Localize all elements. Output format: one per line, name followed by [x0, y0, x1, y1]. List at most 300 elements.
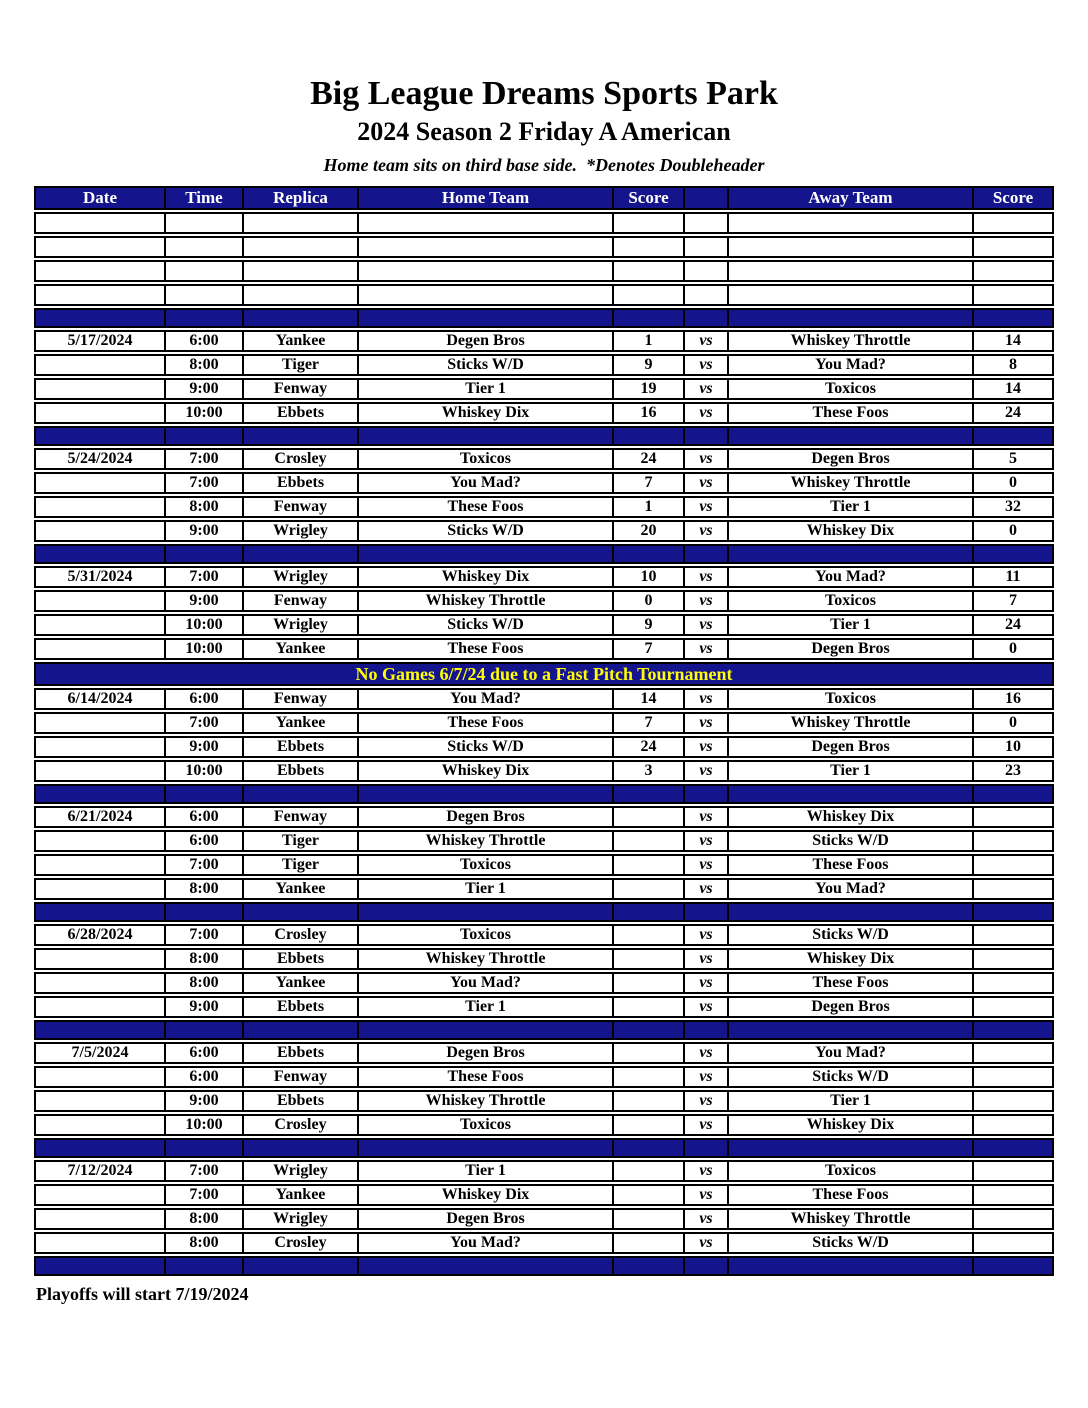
separator-cell [164, 902, 242, 922]
empty-cell [242, 260, 357, 282]
separator-cell [683, 902, 727, 922]
time-cell: 7:00 [164, 472, 242, 494]
game-row [34, 712, 1054, 734]
replica-cell: Fenway [242, 496, 357, 518]
time-cell: 6:00 [164, 806, 242, 828]
away-score-cell: 24 [972, 402, 1054, 424]
home-score-cell: 10 [612, 566, 683, 588]
time-cell: 8:00 [164, 496, 242, 518]
date-cell [34, 948, 164, 970]
separator-row [34, 308, 1054, 328]
away-score-cell: 14 [972, 378, 1054, 400]
home-team-cell: Degen Bros [357, 806, 612, 828]
away-score-cell [972, 1114, 1054, 1136]
away-score-cell [972, 1160, 1054, 1182]
home-score-cell [612, 924, 683, 946]
away-team-cell: Degen Bros [727, 736, 972, 758]
vs-cell: vs [683, 402, 727, 424]
col-header-time: Time [164, 186, 242, 210]
separator-cell [727, 308, 972, 328]
vs-cell: vs [683, 736, 727, 758]
game-row [34, 638, 1054, 660]
home-team-cell: Whiskey Dix [357, 1184, 612, 1206]
empty-cell [683, 212, 727, 234]
no-games-notice-row [34, 662, 1054, 686]
home-team-cell: Whiskey Throttle [357, 1090, 612, 1112]
separator-cell [683, 784, 727, 804]
separator-cell [242, 544, 357, 564]
replica-cell: Fenway [242, 806, 357, 828]
date-cell [34, 1090, 164, 1112]
separator-cell [357, 426, 612, 446]
away-team-cell: These Foos [727, 854, 972, 876]
time-cell: 9:00 [164, 590, 242, 612]
home-score-cell [612, 1208, 683, 1230]
vs-cell: vs [683, 688, 727, 710]
time-cell: 8:00 [164, 972, 242, 994]
separator-cell [34, 544, 164, 564]
home-team-cell: Toxicos [357, 924, 612, 946]
separator-cell [727, 1256, 972, 1276]
separator-cell [164, 1020, 242, 1040]
separator-row [34, 1256, 1054, 1276]
time-cell: 8:00 [164, 948, 242, 970]
empty-cell [727, 260, 972, 282]
empty-cell [164, 212, 242, 234]
vs-cell: vs [683, 378, 727, 400]
vs-cell: vs [683, 1232, 727, 1254]
separator-cell [164, 784, 242, 804]
game-row [34, 402, 1054, 424]
away-score-cell [972, 1090, 1054, 1112]
empty-cell [164, 236, 242, 258]
vs-cell: vs [683, 354, 727, 376]
empty-cell [34, 212, 164, 234]
game-row [34, 1208, 1054, 1230]
home-team-cell: Sticks W/D [357, 736, 612, 758]
home-team-cell: You Mad? [357, 972, 612, 994]
vs-cell: vs [683, 590, 727, 612]
empty-cell [242, 212, 357, 234]
replica-cell: Ebbets [242, 760, 357, 782]
away-score-cell: 0 [972, 712, 1054, 734]
date-cell [34, 378, 164, 400]
home-team-cell: Whiskey Dix [357, 566, 612, 588]
vs-cell: vs [683, 614, 727, 636]
vs-cell: vs [683, 472, 727, 494]
time-cell: 6:00 [164, 330, 242, 352]
col-header-date: Date [34, 186, 164, 210]
vs-cell: vs [683, 638, 727, 660]
date-cell: 6/21/2024 [34, 806, 164, 828]
home-score-cell: 14 [612, 688, 683, 710]
replica-cell: Ebbets [242, 996, 357, 1018]
home-team-cell: Tier 1 [357, 996, 612, 1018]
season-subtitle: 2024 Season 2 Friday A American [357, 116, 731, 146]
away-team-cell: Degen Bros [727, 448, 972, 470]
away-score-cell: 14 [972, 330, 1054, 352]
empty-cell [972, 284, 1054, 306]
time-cell: 9:00 [164, 1090, 242, 1112]
away-team-cell: Sticks W/D [727, 830, 972, 852]
replica-cell: Ebbets [242, 948, 357, 970]
col-header-home-team: Home Team [357, 186, 612, 210]
empty-cell [357, 260, 612, 282]
separator-cell [727, 1138, 972, 1158]
time-cell: 8:00 [164, 1208, 242, 1230]
away-team-cell: You Mad? [727, 566, 972, 588]
separator-cell [683, 426, 727, 446]
separator-cell [727, 544, 972, 564]
away-score-cell [972, 924, 1054, 946]
away-team-cell: You Mad? [727, 1042, 972, 1064]
vs-cell: vs [683, 520, 727, 542]
home-score-cell: 24 [612, 736, 683, 758]
separator-row [34, 902, 1054, 922]
game-row [34, 378, 1054, 400]
empty-cell [164, 260, 242, 282]
vs-cell: vs [683, 1208, 727, 1230]
separator-cell [34, 1256, 164, 1276]
game-row [34, 1090, 1054, 1112]
home-team-cell: Degen Bros [357, 330, 612, 352]
home-score-cell [612, 878, 683, 900]
away-score-cell [972, 830, 1054, 852]
date-cell [34, 472, 164, 494]
game-row [34, 614, 1054, 636]
away-team-cell: Whiskey Dix [727, 520, 972, 542]
empty-cell [972, 236, 1054, 258]
vs-cell: vs [683, 566, 727, 588]
date-cell [34, 590, 164, 612]
date-cell: 7/12/2024 [34, 1160, 164, 1182]
separator-cell [612, 426, 683, 446]
col-header-score: Score [972, 186, 1054, 210]
date-cell [34, 520, 164, 542]
separator-cell [972, 544, 1054, 564]
home-team-cell: Tier 1 [357, 378, 612, 400]
away-score-cell: 5 [972, 448, 1054, 470]
vs-cell: vs [683, 1160, 727, 1182]
home-team-cell: Sticks W/D [357, 354, 612, 376]
separator-cell [612, 784, 683, 804]
away-team-cell: Whiskey Throttle [727, 712, 972, 734]
away-team-cell: Tier 1 [727, 496, 972, 518]
table-header-row [34, 186, 1054, 210]
home-team-cell: Whiskey Dix [357, 402, 612, 424]
game-row [34, 760, 1054, 782]
empty-cell [34, 284, 164, 306]
separator-cell [972, 1138, 1054, 1158]
away-score-cell [972, 854, 1054, 876]
separator-cell [34, 1138, 164, 1158]
separator-cell [164, 544, 242, 564]
time-cell: 6:00 [164, 1066, 242, 1088]
separator-cell [242, 426, 357, 446]
separator-row [34, 544, 1054, 564]
vs-cell: vs [683, 924, 727, 946]
replica-cell: Wrigley [242, 1160, 357, 1182]
home-score-cell [612, 972, 683, 994]
game-row [34, 496, 1054, 518]
game-row [34, 830, 1054, 852]
date-cell [34, 996, 164, 1018]
home-score-cell [612, 948, 683, 970]
empty-cell [357, 284, 612, 306]
time-cell: 10:00 [164, 760, 242, 782]
date-cell: 6/28/2024 [34, 924, 164, 946]
date-cell [34, 496, 164, 518]
separator-cell [972, 1256, 1054, 1276]
game-row [34, 688, 1054, 710]
away-team-cell: Whiskey Throttle [727, 1208, 972, 1230]
separator-cell [972, 1020, 1054, 1040]
game-row [34, 972, 1054, 994]
date-cell [34, 760, 164, 782]
away-score-cell [972, 972, 1054, 994]
home-team-cell: You Mad? [357, 1232, 612, 1254]
separator-cell [357, 308, 612, 328]
replica-cell: Crosley [242, 448, 357, 470]
separator-cell [357, 1020, 612, 1040]
away-score-cell [972, 1184, 1054, 1206]
time-cell: 10:00 [164, 614, 242, 636]
replica-cell: Crosley [242, 924, 357, 946]
empty-row [34, 212, 1054, 234]
replica-cell: Wrigley [242, 614, 357, 636]
empty-cell [727, 212, 972, 234]
time-cell: 7:00 [164, 566, 242, 588]
date-cell [34, 638, 164, 660]
home-team-cell: Toxicos [357, 1114, 612, 1136]
home-score-cell: 7 [612, 638, 683, 660]
vs-cell: vs [683, 1066, 727, 1088]
home-team-cell: Whiskey Dix [357, 760, 612, 782]
time-cell: 8:00 [164, 1232, 242, 1254]
home-score-cell: 9 [612, 354, 683, 376]
separator-cell [612, 1138, 683, 1158]
date-cell [34, 1208, 164, 1230]
vs-cell: vs [683, 1114, 727, 1136]
vs-cell: vs [683, 996, 727, 1018]
date-cell: 5/24/2024 [34, 448, 164, 470]
empty-row [34, 284, 1054, 306]
separator-cell [242, 1020, 357, 1040]
away-team-cell: Degen Bros [727, 996, 972, 1018]
replica-cell: Wrigley [242, 566, 357, 588]
separator-row [34, 1020, 1054, 1040]
away-team-cell: Toxicos [727, 378, 972, 400]
home-score-cell [612, 830, 683, 852]
separator-cell [34, 308, 164, 328]
game-row [34, 878, 1054, 900]
replica-cell: Ebbets [242, 402, 357, 424]
home-team-cell: You Mad? [357, 472, 612, 494]
home-team-cell: Sticks W/D [357, 520, 612, 542]
page-title: Big League Dreams Sports Park [310, 75, 778, 112]
away-team-cell: Tier 1 [727, 1090, 972, 1112]
game-row [34, 736, 1054, 758]
date-cell [34, 712, 164, 734]
home-score-cell [612, 1114, 683, 1136]
game-row [34, 1232, 1054, 1254]
home-team-cell: Tier 1 [357, 878, 612, 900]
home-score-cell [612, 1232, 683, 1254]
time-cell: 10:00 [164, 402, 242, 424]
date-cell [34, 830, 164, 852]
replica-cell: Fenway [242, 1066, 357, 1088]
home-score-cell: 20 [612, 520, 683, 542]
game-row [34, 354, 1054, 376]
home-team-cell: These Foos [357, 1066, 612, 1088]
replica-cell: Tiger [242, 354, 357, 376]
separator-cell [357, 784, 612, 804]
separator-cell [683, 308, 727, 328]
separator-cell [34, 426, 164, 446]
time-cell: 7:00 [164, 1160, 242, 1182]
away-score-cell: 10 [972, 736, 1054, 758]
time-cell: 6:00 [164, 688, 242, 710]
away-team-cell: Toxicos [727, 688, 972, 710]
home-score-cell: 0 [612, 590, 683, 612]
empty-cell [972, 212, 1054, 234]
away-score-cell [972, 878, 1054, 900]
replica-cell: Fenway [242, 378, 357, 400]
away-score-cell [972, 1066, 1054, 1088]
time-cell: 6:00 [164, 830, 242, 852]
date-cell [34, 614, 164, 636]
separator-cell [242, 308, 357, 328]
vs-cell: vs [683, 712, 727, 734]
empty-cell [727, 284, 972, 306]
vs-cell: vs [683, 948, 727, 970]
home-team-note: Home team sits on third base side. *Denotes Doubleheader [323, 154, 765, 175]
col-header-vs [683, 186, 727, 210]
separator-cell [242, 1138, 357, 1158]
vs-cell: vs [683, 854, 727, 876]
date-cell [34, 1114, 164, 1136]
replica-cell: Yankee [242, 1184, 357, 1206]
home-score-cell: 24 [612, 448, 683, 470]
separator-cell [972, 308, 1054, 328]
separator-cell [34, 784, 164, 804]
home-score-cell [612, 1184, 683, 1206]
away-team-cell: Sticks W/D [727, 924, 972, 946]
home-team-cell: Toxicos [357, 448, 612, 470]
col-header-replica: Replica [242, 186, 357, 210]
away-team-cell: Whiskey Dix [727, 806, 972, 828]
replica-cell: Ebbets [242, 1042, 357, 1064]
home-team-cell: These Foos [357, 712, 612, 734]
time-cell: 6:00 [164, 1042, 242, 1064]
home-score-cell: 1 [612, 496, 683, 518]
game-row [34, 472, 1054, 494]
home-team-cell: These Foos [357, 638, 612, 660]
away-score-cell: 23 [972, 760, 1054, 782]
date-cell [34, 1232, 164, 1254]
separator-cell [242, 902, 357, 922]
time-cell: 9:00 [164, 378, 242, 400]
separator-cell [34, 902, 164, 922]
away-score-cell: 0 [972, 638, 1054, 660]
separator-cell [242, 784, 357, 804]
replica-cell: Yankee [242, 878, 357, 900]
replica-cell: Wrigley [242, 520, 357, 542]
away-score-cell [972, 1208, 1054, 1230]
separator-cell [357, 544, 612, 564]
home-score-cell [612, 806, 683, 828]
away-team-cell: Whiskey Throttle [727, 472, 972, 494]
home-score-cell [612, 854, 683, 876]
separator-cell [357, 902, 612, 922]
home-score-cell [612, 1090, 683, 1112]
away-team-cell: Sticks W/D [727, 1066, 972, 1088]
separator-cell [727, 902, 972, 922]
date-cell: 5/17/2024 [34, 330, 164, 352]
time-cell: 8:00 [164, 354, 242, 376]
replica-cell: Fenway [242, 590, 357, 612]
time-cell: 9:00 [164, 520, 242, 542]
separator-cell [683, 1138, 727, 1158]
home-score-cell: 7 [612, 472, 683, 494]
game-row [34, 996, 1054, 1018]
empty-cell [612, 236, 683, 258]
time-cell: 9:00 [164, 736, 242, 758]
game-row [34, 590, 1054, 612]
time-cell: 7:00 [164, 712, 242, 734]
replica-cell: Fenway [242, 688, 357, 710]
col-header-away-team: Away Team [727, 186, 972, 210]
empty-cell [164, 284, 242, 306]
replica-cell: Yankee [242, 712, 357, 734]
empty-cell [34, 260, 164, 282]
separator-cell [683, 1256, 727, 1276]
date-cell [34, 854, 164, 876]
time-cell: 10:00 [164, 638, 242, 660]
vs-cell: vs [683, 830, 727, 852]
replica-cell: Wrigley [242, 1208, 357, 1230]
replica-cell: Tiger [242, 854, 357, 876]
game-row [34, 520, 1054, 542]
away-score-cell: 7 [972, 590, 1054, 612]
date-cell: 5/31/2024 [34, 566, 164, 588]
empty-cell [357, 236, 612, 258]
vs-cell: vs [683, 330, 727, 352]
home-team-cell: Whiskey Throttle [357, 948, 612, 970]
away-team-cell: Sticks W/D [727, 1232, 972, 1254]
empty-cell [242, 236, 357, 258]
home-score-cell: 16 [612, 402, 683, 424]
replica-cell: Crosley [242, 1114, 357, 1136]
game-row [34, 948, 1054, 970]
separator-cell [242, 1256, 357, 1276]
home-team-cell: Degen Bros [357, 1042, 612, 1064]
replica-cell: Ebbets [242, 1090, 357, 1112]
home-team-cell: These Foos [357, 496, 612, 518]
home-score-cell [612, 996, 683, 1018]
separator-cell [164, 308, 242, 328]
away-team-cell: These Foos [727, 1184, 972, 1206]
away-score-cell: 16 [972, 688, 1054, 710]
separator-row [34, 426, 1054, 446]
home-team-cell: Degen Bros [357, 1208, 612, 1230]
time-cell: 7:00 [164, 448, 242, 470]
away-team-cell: These Foos [727, 402, 972, 424]
separator-cell [164, 1256, 242, 1276]
vs-cell: vs [683, 972, 727, 994]
game-row [34, 1114, 1054, 1136]
empty-row [34, 260, 1054, 282]
